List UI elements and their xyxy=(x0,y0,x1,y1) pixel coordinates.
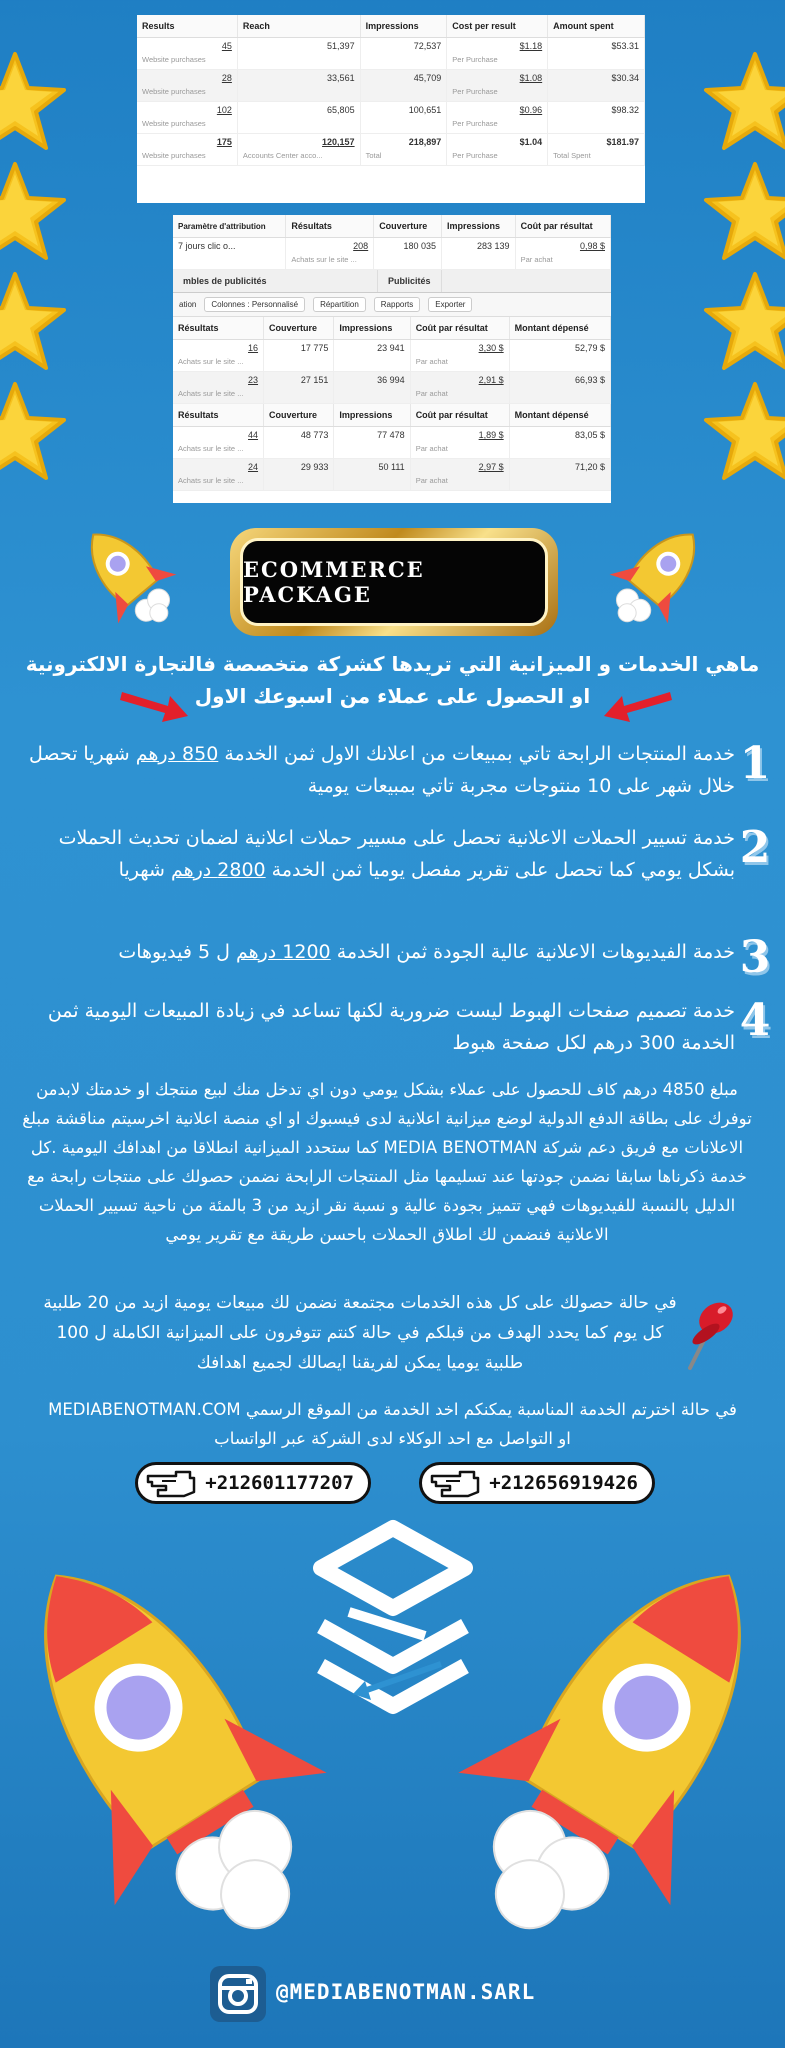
table-row: 23 Achats sur le site ... 27 151 36 994 2,91 $ Par achat 66,93 $ xyxy=(173,372,611,404)
service-item: خدمة المنتجات الرابحة تاتي بمبيعات من اعلانك الاول ثمن الخدمة 850 درهم شهريا تحصل خلال شهر على 10 منتوجات مجربة تاتي بمبيعات يومية xyxy=(28,743,735,797)
pushpin-icon xyxy=(670,1290,740,1374)
breakdown-button[interactable]: Répartition xyxy=(313,297,366,312)
table-row: 7 jours clic o... 208 Achats sur le site ... 180 035 283 139 0,98 $ Par achat xyxy=(173,238,611,270)
ads-report-screenshot-2: Paramètre d'attribution Résultats Couverture Impressions Coût par résultat 7 jours clic o... 208 Achats sur le site ... 180 035 283 139 0,98 $ Par achat mbles de publicités Publicités ation Colonnes : Personnalisé Répartition Rapports Exporter Résultats Couverture Impressions Coût par résultat Montant dépensé 16 Achats sur le site ... 17 775 23 941 3,30 $ Par achat 52,79 $ 23 Achats sur le site ... 27 151 36 994 2,91 $ Par achat 66,93 $ Résultats Couverture Impressions Coût par résultat Montant dépensé 44 Achats sur le site ... 48 773 77 478 1,89 $ Par achat 83,05 $ 24 Achats sur le site ... 29 933 50 111 2,97 $ Par achat 71,20 $ xyxy=(173,215,611,503)
red-arrow-icon xyxy=(118,686,192,726)
table-row: 24 Achats sur le site ... 29 933 50 111 2,97 $ Par achat 71,20 $ xyxy=(173,459,611,491)
star-icon xyxy=(700,380,785,490)
star-icon xyxy=(0,50,70,160)
instagram-icon xyxy=(210,1966,266,2022)
star-icon xyxy=(0,380,70,490)
star-icon xyxy=(0,160,70,270)
tab-ad-sets[interactable]: mbles de publicités xyxy=(173,270,378,292)
table-row: 16 Achats sur le site ... 17 775 23 941 3,30 $ Par achat 52,79 $ xyxy=(173,340,611,372)
ads-tabs xyxy=(173,270,611,293)
table-row: 102 Website purchases 65,805 100,651 $0.96 Per Purchase $98.32 xyxy=(137,102,645,134)
main-heading: ماهي الخدمات و الميزانية التي تريدها كشركة متخصصة فالتجارة الالكترونية او الحصول على عملاء من اسبوعك الاول xyxy=(25,652,760,708)
table-row: 28 Website purchases 33,561 45,709 $1.08 Per Purchase $30.34 xyxy=(137,70,645,102)
table-row: 175 Website purchases 120,157 Accounts Center acco... 218,897 Total $1.04 Per Purchase $181.97 Total Spent xyxy=(137,134,645,166)
rocket-icon xyxy=(455,1535,785,1965)
service-number: 4 xyxy=(739,995,771,1046)
col-cost-per-result: Cost per result xyxy=(447,15,548,38)
service-item: خدمة تسيير الحملات الاعلانية تحصل على مسيير حملات اعلانية لضمان تحديث الحملات بشكل يومي كما تحصل على تقرير مفصل يوميا ثمن الخدمة 2800 درهم شهريا xyxy=(58,827,735,881)
tab-ads[interactable]: Publicités xyxy=(378,270,442,292)
whatsapp-phone-1[interactable]: +212601177207 xyxy=(135,1462,371,1504)
col-results: Results xyxy=(137,15,237,38)
table-row: 44 Achats sur le site ... 48 773 77 478 1,89 $ Par achat 83,05 $ xyxy=(173,427,611,459)
table-row: 45 Website purchases 51,397 72,537 $1.18 Per Purchase $53.31 xyxy=(137,38,645,70)
rocket-icon xyxy=(598,520,718,632)
hand-pointer-icon xyxy=(430,1470,480,1498)
col-amount-spent: Amount spent xyxy=(548,15,645,38)
star-icon xyxy=(700,50,785,160)
star-icon xyxy=(0,270,70,380)
red-arrow-icon xyxy=(600,686,674,726)
ads-report-screenshot-1 xyxy=(137,15,645,203)
export-button[interactable]: Exporter xyxy=(428,297,472,312)
rocket-icon xyxy=(0,1535,330,1965)
hand-pointer-icon xyxy=(146,1470,196,1498)
ecommerce-package-badge: ECOMMERCE PACKAGE xyxy=(230,528,558,636)
whatsapp-phone-2[interactable]: +212656919426 xyxy=(419,1462,655,1504)
guarantee-paragraph: في حالة حصولك على كل هذه الخدمات مجتمعة نضمن لك مبيعات يومية ازيد من 20 طلبية كل يوم كما يحدد الهدف من قبلكم في حالة كنتم تتوفرون على الميزانية الكاملة ل 100 طلبية يوميا يمكن لفريقنا ايصالك لجميع اهدافك xyxy=(43,1293,677,1373)
service-number: 3 xyxy=(739,932,771,983)
service-item: خدمة تصميم صفحات الهبوط ليست ضرورية لكنها تساعد في زيادة المبيعات اليومية ثمن الخدمة 300 درهم لكل صفحة هبوط xyxy=(47,1000,735,1054)
service-number: 2 xyxy=(739,822,771,873)
contact-text: في حالة اخترتم الخدمة المناسبة يمكنكم اخد الخدمة من الموقع الرسمي MEDIABENOTMAN.COM او التواصل مع احد الوكلاء لدى الشركة عبر الواتساب xyxy=(48,1400,737,1448)
reports-button[interactable]: Rapports xyxy=(374,297,420,312)
instagram-handle[interactable]: @MEDIABENOTMAN.SARL xyxy=(276,1980,536,2004)
col-impressions: Impressions xyxy=(360,15,447,38)
star-icon xyxy=(700,160,785,270)
col-reach: Reach xyxy=(237,15,360,38)
columns-button[interactable]: Colonnes : Personnalisé xyxy=(204,297,305,312)
service-item: خدمة الفيديوهات الاعلانية عالية الجودة ثمن الخدمة 1200 درهم ل 5 فيديوهات xyxy=(118,941,735,963)
logo-icon xyxy=(305,1516,481,1746)
service-number: 1 xyxy=(739,738,771,789)
report-toolbar: ation Colonnes : Personnalisé Répartition Rapports Exporter xyxy=(173,293,611,317)
description-paragraph: مبلغ 4850 درهم كاف للحصول على عملاء بشكل يومي دون اي تدخل منك لبيع منتجك او خدمتك لابدمن توفرك على بطاقة الدفع الدولية لوضع ميزانية اعلانية لدى فيسبوك او اي منصة اعلانية اخرسيتم مناقشة مبلغ الاعلانات مع فريق دعم شركة MEDIA BENOTMAN كما ستحدد الميزانية انطلاقا من اهدافك اليومية .كل خدمة ذكرناها سابقا نضمن جودتها عند تسليمها مثل المنتجات الرابحة نضمن حصولك على منتجات رابحة مع الدليل بالنسبة للفيديوهات فهي تتميز بجودة عالية و نسبة نقر ازيد من 3 بالمئة من ناحية تسيير الحملات الاعلانية فنضمن لك اطلاق الحملات باحسن طريقة مع تقرير يومي xyxy=(22,1080,752,1244)
rocket-icon xyxy=(68,520,188,632)
star-icon xyxy=(700,270,785,380)
